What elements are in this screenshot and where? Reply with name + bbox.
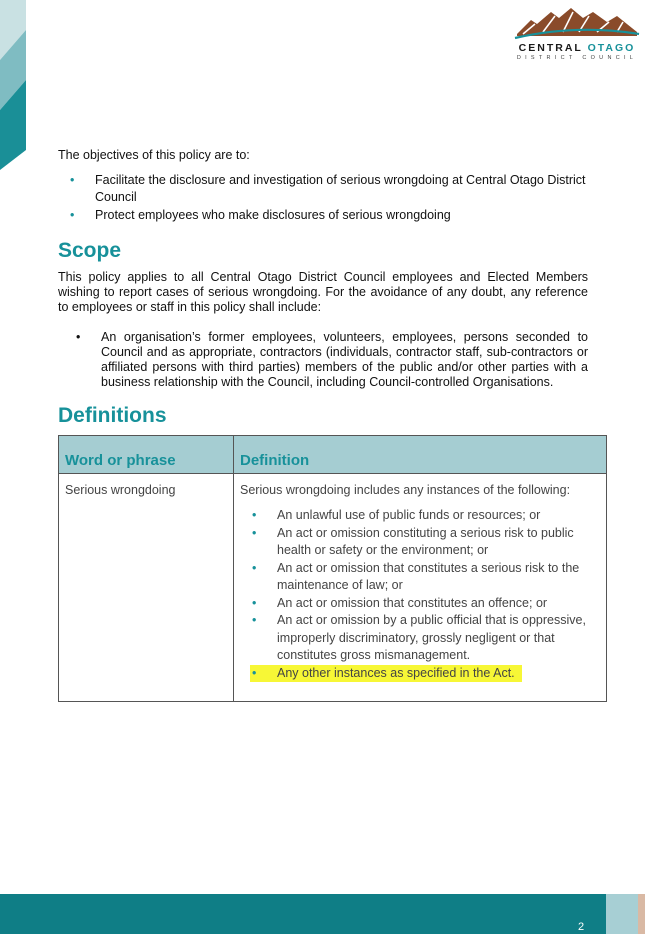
bullet-icon: •	[70, 173, 75, 187]
list-item	[76, 330, 588, 390]
logo-word-otago: OTAGO	[587, 42, 636, 54]
term-cell: Serious wrongdoing	[59, 474, 234, 702]
objective-text: Facilitate the disclosure and investigation of serious wrongdoing at Central Otago District Council	[95, 173, 586, 204]
footer-edge-block	[638, 894, 645, 934]
list-item	[240, 612, 600, 665]
scope-list	[76, 330, 588, 390]
council-logo	[513, 4, 641, 62]
logo-subtitle: DISTRICT COUNCIL	[516, 55, 638, 61]
definitions-heading: Definitions	[58, 404, 167, 427]
logo-word-central: CENTRAL	[518, 42, 583, 54]
footer-accent-block	[606, 894, 638, 934]
bullet-icon: •	[252, 560, 257, 575]
objectives-intro: The objectives of this policy are to:	[58, 148, 250, 162]
definition-item-text: An act or omission by a public official that is oppressive, improperly discriminatory, grossly negligent or that constitutes gross mismanagement.	[277, 613, 586, 662]
scope-item-text: An organisation’s former employees, volunteers, employees, persons seconded to Council and as appropriate, contractors (individuals, contractor staff, sub-contractors or affiliated persons with third parties) members of the public and/or other parties with a business relationship with the Council, including Council-controlled Organisations.	[101, 330, 588, 389]
column-header-definition: Definition	[234, 436, 607, 474]
list-item	[70, 172, 590, 206]
mountain-logo-icon	[513, 4, 641, 40]
bullet-icon: •	[252, 508, 257, 522]
list-item	[240, 560, 600, 595]
objectives-list	[70, 172, 590, 225]
scope-paragraph: This policy applies to all Central Otago District Council employees and Elected Members wishing to report cases of serious wrongdoing. For the avoidance of any doubt, any reference to employees or staff in this policy shall include:	[58, 270, 588, 314]
definition-list	[240, 507, 600, 682]
scope-heading: Scope	[58, 239, 122, 262]
table-header-row	[59, 436, 607, 474]
corner-decoration	[0, 0, 26, 175]
bullet-icon: •	[76, 330, 81, 344]
definition-item-text: Any other instances as specified in the Act.	[277, 665, 515, 680]
bullet-icon: •	[252, 595, 257, 610]
definitions-table	[58, 435, 607, 702]
column-header-term: Word or phrase	[59, 436, 234, 474]
page-number: 2	[578, 921, 585, 933]
definition-item-text: An act or omission that constitutes an offence; or	[277, 595, 548, 610]
logo-title	[513, 42, 641, 54]
bullet-icon: •	[252, 665, 257, 680]
definition-cell	[234, 474, 607, 702]
definition-item-text: An act or omission that constitutes a serious risk to the maintenance of law; or	[277, 560, 580, 592]
bullet-icon: •	[252, 525, 257, 540]
list-item	[240, 595, 600, 613]
list-item	[70, 207, 590, 224]
bullet-icon: •	[252, 613, 257, 627]
definition-intro: Serious wrongdoing includes any instances of the following:	[240, 483, 571, 497]
definition-item-text: An act or omission constituting a serious risk to public health or safety or the environment; or	[277, 525, 574, 557]
definition-item-text: An unlawful use of public funds or resources; or	[277, 508, 541, 522]
highlighted-list-item	[250, 665, 522, 683]
footer-band	[0, 894, 645, 934]
objective-text: Protect employees who make disclosures of serious wrongdoing	[95, 208, 451, 222]
list-item	[240, 507, 600, 525]
table-row	[59, 474, 607, 702]
list-item	[240, 525, 600, 560]
bullet-icon: •	[70, 208, 75, 222]
